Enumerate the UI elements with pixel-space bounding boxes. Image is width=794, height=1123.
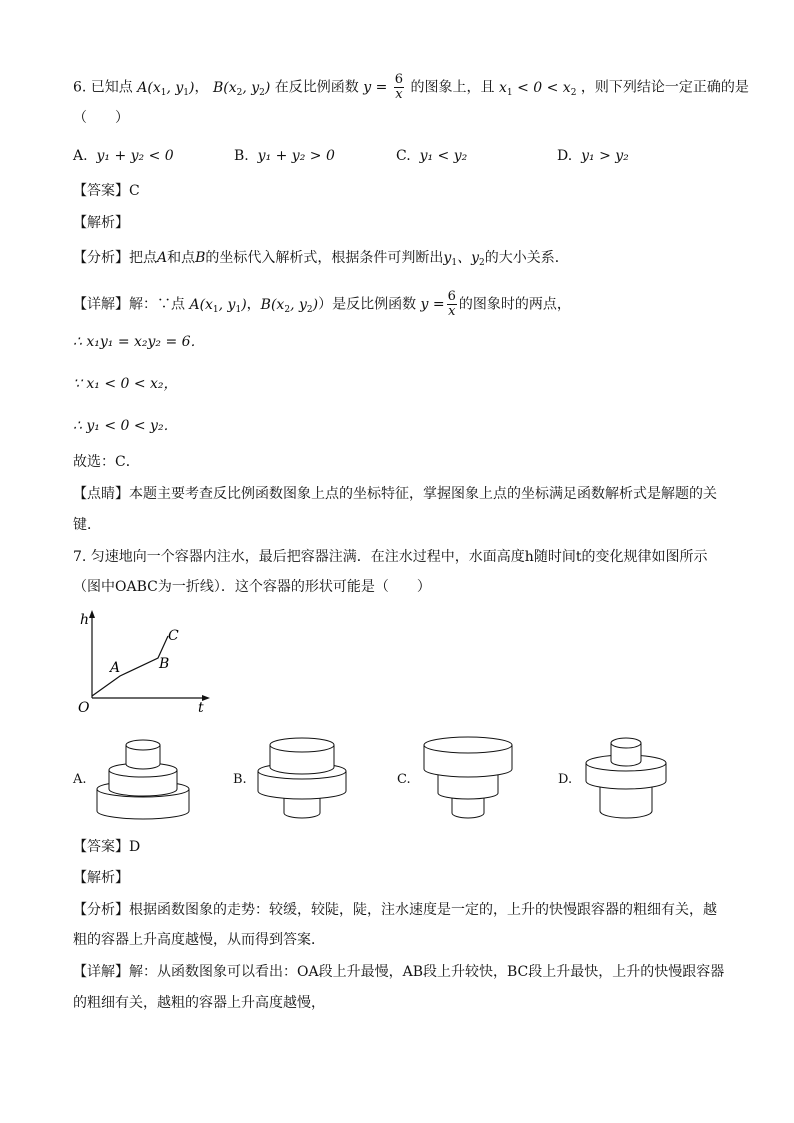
container-c <box>422 735 514 823</box>
q7-analysis-tag: 【解析】 <box>73 870 129 886</box>
q6-dianjing: 【点睛】本题主要考查反比例函数图象上点的坐标特征，掌握图象上点的坐标满足函数解析式是解题的关 <box>73 486 717 502</box>
q7-answer: 【答案】D <box>73 839 141 855</box>
q6-dianjing-line2: 键． <box>73 517 101 533</box>
label-c: C <box>168 628 179 644</box>
q6-choose: 故选：C． <box>73 454 140 470</box>
q6-answer: 【答案】C <box>73 183 140 199</box>
q6-fenxi: 【分析】把点A和点B的坐标代入解析式，根据条件可判断出$y_1$、$y_2$的大小关系． <box>73 250 569 268</box>
function-expr: y = <box>363 79 388 96</box>
label-h: h <box>80 612 90 628</box>
q6-option-b: B. y₁ + y₂ > 0 <box>234 148 335 164</box>
q7-xiangjie-line1: 【详解】解：从函数图象可以看出：OA段上升最慢，AB段上升较快，BC段上升最快，上升的快慢跟容器 <box>73 964 725 980</box>
q6-stem-text-1: 6. 已知点 <box>73 79 133 96</box>
q6-analysis-tag: 【解析】 <box>73 215 129 231</box>
inequality-x: $x_1 < 0 < x_2$ <box>498 79 577 98</box>
q6-option-a: A. y₁ + y₂ < 0 <box>73 148 174 164</box>
q6-stem-text-2: 在反比例函数 <box>274 79 359 96</box>
q6-step3: ∴ y₁ < 0 < y₂． <box>73 418 178 434</box>
q7-stem-line2: （图中OABC为一折线）．这个容器的形状可能是（ ） <box>73 579 431 595</box>
q6-stem-line1: 6. 已知点 $A(x_1$, $y_1$)， $B(x_2$, $y_2$) 在反比例函数 y = $\frac{6}{x}$ 的图象上，且 $x_1 < 0 < x_2$ ，则下列结论一定正确的是 <box>73 72 749 102</box>
fraction-6-over-x: $\frac{6}{x}$ <box>394 72 404 102</box>
q6-step2: ∵ x₁ < 0 < x₂， <box>73 376 178 392</box>
container-a <box>95 737 191 823</box>
q6-step1: ∴ x₁y₁ = x₂y₂ = 6． <box>73 334 205 350</box>
label-o: O <box>78 700 90 716</box>
label-a: A <box>110 660 121 676</box>
label-b: B <box>159 656 170 672</box>
water-height-graph <box>70 608 220 718</box>
q6-paren: （ ） <box>73 110 129 126</box>
q6-option-c: C. y₁ < y₂ <box>396 148 468 164</box>
container-b <box>256 735 348 821</box>
q6-xiangjie: 【详解】解：∵点 $A(x_1$, $y_1$)，$B(x_2$, $y_2$)）是反比例函数 y = $\frac{6}{x}$ 的图象时的两点， <box>73 289 571 319</box>
q6-option-d: D. y₁ > y₂ <box>557 148 629 164</box>
q6-stem-text-4: ，则下列结论一定正确的是 <box>580 79 749 96</box>
container-d <box>584 737 668 823</box>
choice-a-label: A. <box>73 772 87 787</box>
q7-fenxi-line2: 粗的容器上升高度越慢，从而得到答案． <box>73 932 325 948</box>
point-b-math: $B(x_2$, $y_2$) <box>212 79 271 98</box>
h-axis-arrow-icon <box>89 610 95 618</box>
q7-xiangjie-line2: 的粗细有关，越粗的容器上升高度越慢， <box>73 995 325 1011</box>
q7-fenxi-line1: 【分析】根据函数图象的走势：较缓，较陡，陡，注水速度是一定的，上升的快慢跟容器的粗细有关，越 <box>73 902 717 918</box>
choice-b-label: B. <box>233 772 247 787</box>
choice-c-label: C. <box>397 772 411 787</box>
polyline-oabc <box>92 636 168 696</box>
choice-d-label: D. <box>558 772 573 787</box>
point-a-math: $A(x_1$, $y_1$) <box>137 79 195 98</box>
label-t: t <box>198 700 204 716</box>
q7-stem-line1: 7. 匀速地向一个容器内注水，最后把容器注满．在注水过程中，水面高度h随时间t的变化规律如图所示 <box>73 549 708 565</box>
q6-stem-text-3: 的图象上，且 <box>410 79 495 96</box>
